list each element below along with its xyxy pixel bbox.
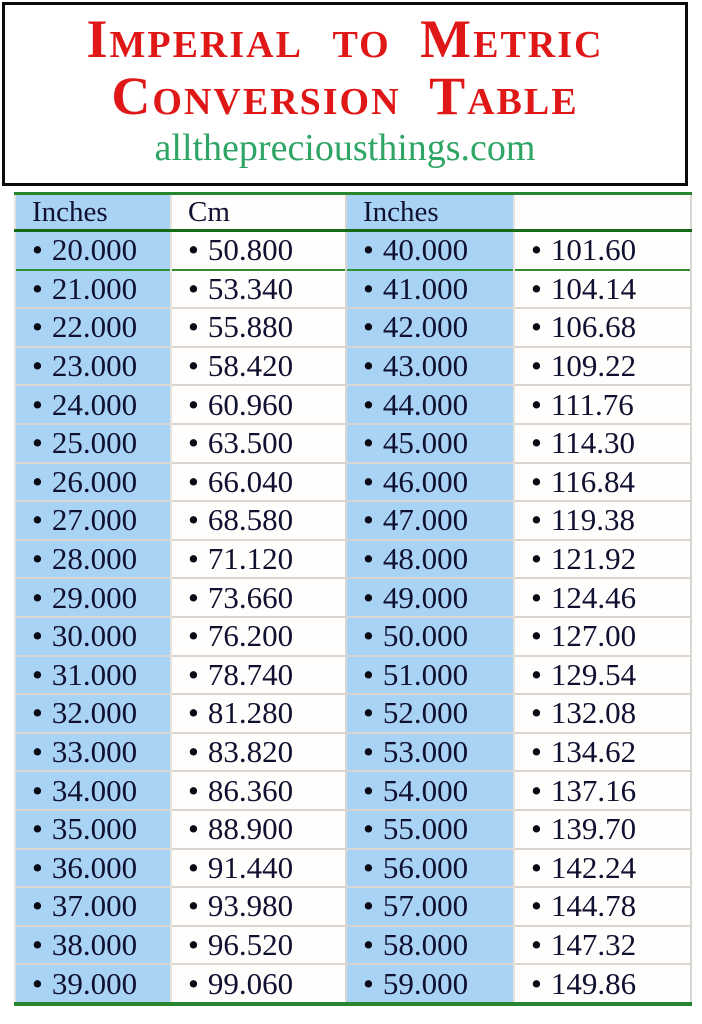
bullet-icon: • [363,734,374,770]
cell-value: 36.000 [51,849,138,885]
cell-value: 149.86 [550,965,637,1001]
cell-value: 52.000 [382,695,469,731]
bullet-icon: • [32,425,43,461]
bullet-icon: • [363,270,374,306]
cell-value: 142.24 [550,849,637,885]
table-cell [346,656,514,695]
bullet-icon: • [531,232,542,268]
table-row [15,501,691,540]
cell-value: 55.880 [207,309,294,345]
cell-value: 40.000 [382,232,469,268]
bullet-icon: • [531,849,542,885]
bullet-icon: • [363,618,374,654]
table-row [15,617,691,656]
cell-value: 33.000 [51,734,138,770]
cell-value: 116.84 [550,463,635,499]
bullet-icon: • [363,888,374,924]
cell-value: 45.000 [382,425,469,461]
table-cell [171,617,346,656]
cell-value: 76.200 [207,618,294,654]
table-cell [346,231,514,270]
bullet-icon: • [363,772,374,808]
cell-value: 48.000 [382,541,469,577]
website-url: allthepreciousthings.com [154,127,536,169]
table-cell [514,887,691,926]
table-cell [514,733,691,772]
table-cell [171,540,346,579]
bullet-icon: • [32,309,43,345]
header-row [15,194,691,231]
cell-value: 129.54 [550,656,637,692]
bullet-icon: • [32,656,43,692]
bullet-icon: • [531,734,542,770]
bullet-icon: • [363,926,374,962]
title-line-1: Imperial to Metric [86,9,604,69]
bullet-icon: • [363,811,374,847]
cell-value: 49.000 [382,579,469,615]
bullet-icon: • [32,734,43,770]
conversion-table [14,192,692,1006]
bullet-icon: • [32,232,43,268]
cell-value: 35.000 [51,811,138,847]
cell-value: 66.040 [207,463,294,499]
cell-value: 137.16 [550,772,637,808]
bullet-icon: • [32,772,43,808]
cell-value: 114.30 [550,425,635,461]
bullet-icon: • [531,463,542,499]
bullet-icon: • [32,579,43,615]
table-cell [171,231,346,270]
bullet-icon: • [32,386,43,422]
cell-value: 39.000 [51,965,138,1001]
bullet-icon: • [363,541,374,577]
bullet-icon: • [531,695,542,731]
table-cell [514,849,691,888]
table-cell [346,424,514,463]
bullet-icon: • [531,270,542,306]
cell-value: 109.22 [550,348,637,384]
table-cell [15,964,171,1004]
cell-value: 53.340 [207,270,294,306]
cell-value: 41.000 [382,270,469,306]
bullet-icon: • [188,386,199,422]
table-cell [514,308,691,347]
bullet-icon: • [32,888,43,924]
table-row [15,270,691,309]
bullet-icon: • [363,965,374,1001]
cell-value: 81.280 [207,695,294,731]
table-cell [15,733,171,772]
table-cell [171,771,346,810]
table-cell [15,887,171,926]
table-cell [346,540,514,579]
cell-value: 23.000 [51,348,138,384]
cell-value: 57.000 [382,888,469,924]
table-cell [171,964,346,1004]
bullet-icon: • [531,309,542,345]
cell-value: 31.000 [51,656,138,692]
cell-value: 121.92 [550,541,637,577]
col-header-cm-left: Cm [171,194,346,231]
cell-value: 20.000 [51,232,138,268]
col-header-cm-right [514,194,691,231]
table-cell [514,385,691,424]
table-row [15,347,691,386]
table-row [15,810,691,849]
cell-value: 46.000 [382,463,469,499]
bullet-icon: • [363,579,374,615]
bullet-icon: • [363,309,374,345]
cell-value: 127.00 [550,618,637,654]
table-cell [15,849,171,888]
cell-value: 44.000 [382,386,469,422]
table-cell [15,308,171,347]
cell-value: 134.62 [550,734,637,770]
cell-value: 56.000 [382,849,469,885]
table-cell [171,385,346,424]
cell-value: 42.000 [382,309,469,345]
bullet-icon: • [32,348,43,384]
bullet-icon: • [188,425,199,461]
bullet-icon: • [32,695,43,731]
cell-value: 58.000 [382,926,469,962]
table-cell [346,964,514,1004]
table-row [15,887,691,926]
table-cell [514,617,691,656]
bullet-icon: • [188,888,199,924]
table-cell [346,849,514,888]
table-cell [171,887,346,926]
bullet-icon: • [363,463,374,499]
table-cell [346,733,514,772]
cell-value: 96.520 [207,926,294,962]
cell-value: 28.000 [51,541,138,577]
table-cell [514,578,691,617]
cell-value: 91.440 [207,849,294,885]
table-cell [171,578,346,617]
cell-value: 21.000 [51,270,138,306]
table-cell [346,694,514,733]
table-cell [171,308,346,347]
table-cell [171,810,346,849]
cell-value: 37.000 [51,888,138,924]
table-row [15,964,691,1004]
table-cell [346,463,514,502]
table-cell [346,578,514,617]
bullet-icon: • [188,463,199,499]
cell-value: 24.000 [51,386,138,422]
cell-value: 26.000 [51,463,138,499]
cell-value: 86.360 [207,772,294,808]
cell-value: 22.000 [51,309,138,345]
cell-value: 83.820 [207,734,294,770]
bullet-icon: • [32,965,43,1001]
table-cell [514,231,691,270]
header-box [2,2,688,186]
table-cell [15,424,171,463]
cell-value: 93.980 [207,888,294,924]
bullet-icon: • [363,425,374,461]
table-cell [346,887,514,926]
bullet-icon: • [531,772,542,808]
bullet-icon: • [531,541,542,577]
bullet-icon: • [363,502,374,538]
bullet-icon: • [188,579,199,615]
table-row [15,385,691,424]
bullet-icon: • [188,270,199,306]
bullet-icon: • [32,502,43,538]
col-header-inches-left: Inches [15,194,171,231]
table-cell [171,733,346,772]
table-row [15,733,691,772]
bullet-icon: • [188,309,199,345]
bullet-icon: • [188,772,199,808]
cell-value: 63.500 [207,425,294,461]
bullet-icon: • [531,579,542,615]
col-header-inches-right: Inches [346,194,514,231]
table-cell [15,771,171,810]
table-cell [514,347,691,386]
cell-value: 111.76 [550,386,634,422]
table-row [15,926,691,965]
bullet-icon: • [188,926,199,962]
cell-value: 88.900 [207,811,294,847]
table-cell [171,694,346,733]
table-cell [514,771,691,810]
table-row [15,849,691,888]
bullet-icon: • [188,502,199,538]
cell-value: 51.000 [382,656,469,692]
table-cell [346,771,514,810]
page-title [5,11,685,125]
cell-value: 29.000 [51,579,138,615]
bullet-icon: • [32,926,43,962]
cell-value: 43.000 [382,348,469,384]
bullet-icon: • [188,695,199,731]
table-row [15,463,691,502]
table-cell [15,463,171,502]
bullet-icon: • [32,618,43,654]
cell-value: 139.70 [550,811,637,847]
bullet-icon: • [188,618,199,654]
table-cell [514,501,691,540]
title-line-2: Conversion Table [111,66,579,126]
bullet-icon: • [32,463,43,499]
bullet-icon: • [188,811,199,847]
table-cell [514,694,691,733]
cell-value: 53.000 [382,734,469,770]
cell-value: 58.420 [207,348,294,384]
cell-value: 147.32 [550,926,637,962]
table-cell [15,501,171,540]
table-cell [15,810,171,849]
bullet-icon: • [531,502,542,538]
bullet-icon: • [188,232,199,268]
table-cell [15,578,171,617]
table-cell [514,926,691,965]
cell-value: 59.000 [382,965,469,1001]
table-cell [171,501,346,540]
bullet-icon: • [188,849,199,885]
bullet-icon: • [363,386,374,422]
bullet-icon: • [188,541,199,577]
cell-value: 101.60 [550,232,637,268]
table-cell [171,926,346,965]
table-cell [171,463,346,502]
table-cell [15,270,171,309]
bullet-icon: • [531,656,542,692]
table-cell [171,424,346,463]
table-cell [346,926,514,965]
cell-value: 78.740 [207,656,294,692]
bullet-icon: • [363,695,374,731]
cell-value: 119.38 [550,502,635,538]
table-cell [514,270,691,309]
cell-value: 38.000 [51,926,138,962]
cell-value: 124.46 [550,579,637,615]
cell-value: 132.08 [550,695,637,731]
bullet-icon: • [188,734,199,770]
cell-value: 68.580 [207,502,294,538]
table-cell [346,617,514,656]
table-row [15,656,691,695]
table-body [15,231,691,1004]
table-cell [514,424,691,463]
bullet-icon: • [188,656,199,692]
cell-value: 32.000 [51,695,138,731]
cell-value: 50.000 [382,618,469,654]
bullet-icon: • [531,811,542,847]
cell-value: 104.14 [550,270,637,306]
table-cell [346,385,514,424]
table-row [15,578,691,617]
bullet-icon: • [531,888,542,924]
table-cell [346,347,514,386]
table-cell [346,810,514,849]
cell-value: 30.000 [51,618,138,654]
table-cell [171,849,346,888]
bullet-icon: • [32,849,43,885]
bullet-icon: • [363,656,374,692]
table-cell [514,463,691,502]
table-cell [15,347,171,386]
bullet-icon: • [363,849,374,885]
table-cell [15,617,171,656]
table-row [15,771,691,810]
table-cell [15,694,171,733]
table-cell [514,540,691,579]
bullet-icon: • [531,618,542,654]
table-cell [514,964,691,1004]
table-cell [171,270,346,309]
table-row [15,308,691,347]
table-cell [346,308,514,347]
bullet-icon: • [32,541,43,577]
table-cell [171,656,346,695]
bullet-icon: • [531,926,542,962]
table-cell [15,231,171,270]
bullet-icon: • [363,348,374,384]
table-header [15,194,691,231]
table-row [15,231,691,270]
table-row [15,540,691,579]
cell-value: 71.120 [207,541,294,577]
table-cell [15,540,171,579]
cell-value: 55.000 [382,811,469,847]
cell-value: 73.660 [207,579,294,615]
table-cell [171,347,346,386]
table-cell [15,656,171,695]
bullet-icon: • [531,425,542,461]
bullet-icon: • [531,386,542,422]
bullet-icon: • [32,270,43,306]
table-cell [346,501,514,540]
cell-value: 25.000 [51,425,138,461]
bullet-icon: • [188,965,199,1001]
table-row [15,424,691,463]
table-cell [15,926,171,965]
cell-value: 99.060 [207,965,294,1001]
cell-value: 54.000 [382,772,469,808]
cell-value: 27.000 [51,502,138,538]
cell-value: 34.000 [51,772,138,808]
table-row [15,694,691,733]
bullet-icon: • [188,348,199,384]
table-cell [514,810,691,849]
table-cell [514,656,691,695]
cell-value: 50.800 [207,232,294,268]
cell-value: 106.68 [550,309,637,345]
bullet-icon: • [363,232,374,268]
bullet-icon: • [32,811,43,847]
table-cell [15,385,171,424]
bullet-icon: • [531,348,542,384]
cell-value: 60.960 [207,386,294,422]
bullet-icon: • [531,965,542,1001]
table-cell [346,270,514,309]
cell-value: 47.000 [382,502,469,538]
cell-value: 144.78 [550,888,637,924]
